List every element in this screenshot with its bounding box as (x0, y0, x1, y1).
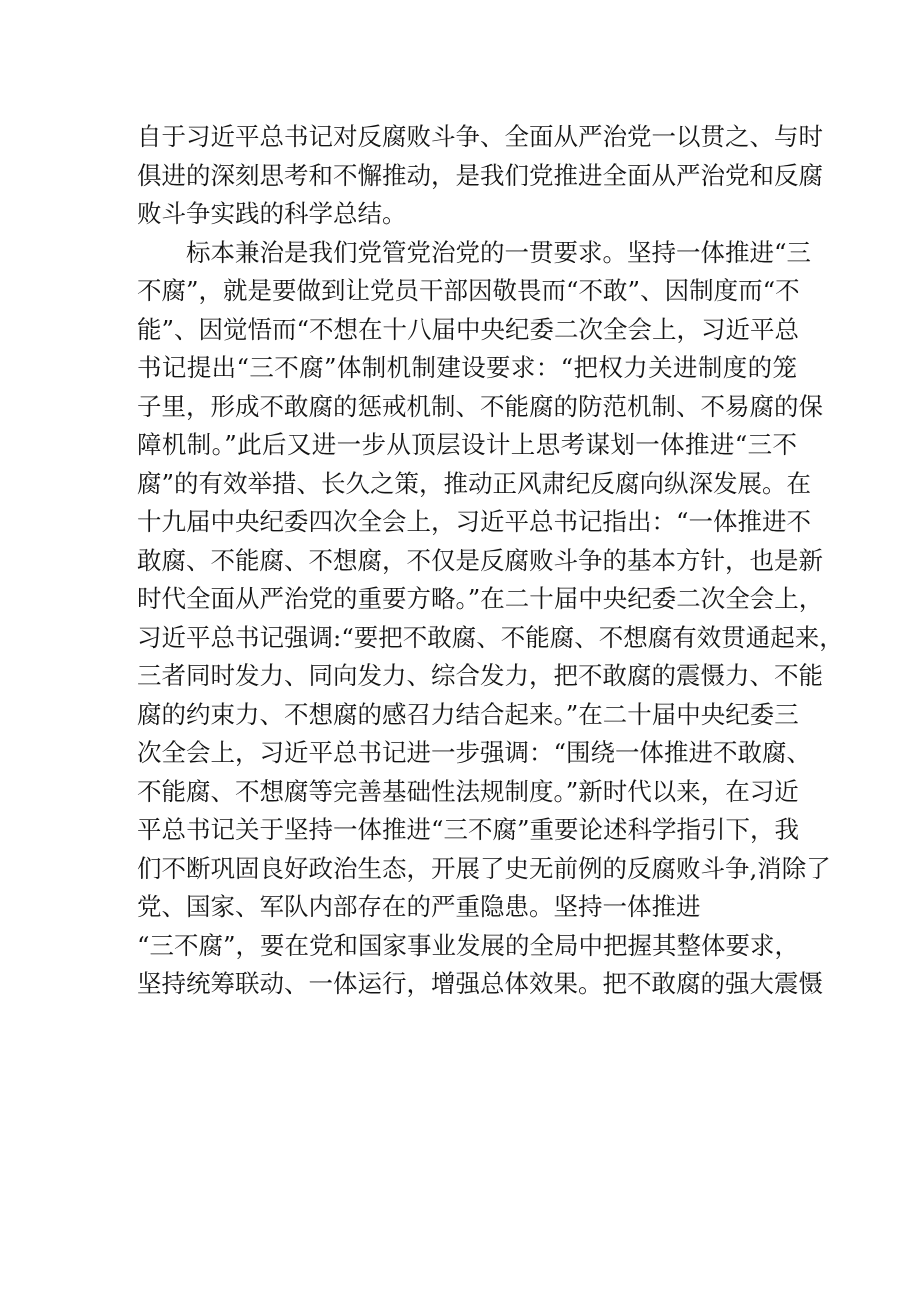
text-line: 腐”的有效举措、长久之策，推动正风肃纪反腐向纵深发展。在 (137, 468, 812, 498)
text-line: 们不断巩固良好政治生态，开展了史无前例的反腐败斗争,消除了 (137, 853, 831, 883)
text-line: 自于习近平总书记对反腐败斗争、全面从严治党一以贯之、与时 (137, 122, 823, 151)
text-line: 党、国家、军队内部存在的严重隐患。坚持一体推进 (137, 892, 701, 921)
text-line: 书记提出“三不腐”体制机制建设要求：“把权力关进制度的笼 (137, 353, 797, 382)
body-text (137, 118, 844, 1004)
text-line: 习近平总书记强调:“要把不敢腐、不能腐、不想腐有效贯通起来， (137, 622, 844, 652)
text-line: 坚持统筹联动、一体运行，增强总体效果。把不敢腐的强大震慑 (137, 969, 823, 998)
text-line: 障机制。”此后又进一步从顶层设计上思考谋划一体推进“三不 (137, 430, 797, 459)
text-line: 不腐”，就是要做到让党员干部因敬畏而“不敢”、因制度而“不 (137, 276, 800, 305)
text-line: “三不腐”，要在党和国家事业发展的全局中把握其整体要求， (137, 930, 800, 960)
text-line: 三者同时发力、同向发力、综合发力，把不敢腐的震慑力、不能 (137, 661, 823, 690)
text-line: 能”、因觉悟而“不想在十八届中央纪委二次全会上，习近平总 (137, 314, 800, 344)
text-line: 敢腐、不能腐、不想腐，不仅是反腐败斗争的基本方针，也是新 (137, 545, 823, 575)
paragraph-start-line: 标本兼治是我们党管党治党的一贯要求。坚持一体推进“三 (186, 237, 812, 267)
text-line: 腐的约束力、不想腐的感召力结合起来。”在二十届中央纪委三 (137, 699, 799, 729)
text-line: 败斗争实践的科学总结。 (137, 199, 407, 228)
text-line: 时代全面从严治党的重要方略。”在二十届中央纪委二次全会上， (137, 584, 824, 613)
text-line: 平总书记关于坚持一体推进“三不腐”重要论述科学指引下，我 (137, 815, 800, 844)
text-line: 子里，形成不敢腐的惩戒机制、不能腐的防范机制、不易腐的保 (137, 391, 823, 421)
text-line: 不能腐、不想腐等完善基础性法规制度。”新时代以来，在习近 (137, 776, 799, 806)
text-line: 次全会上，习近平总书记进一步强调：“围绕一体推进不敢腐、 (137, 738, 812, 767)
text-line: 俱进的深刻思考和不懈推动，是我们党推进全面从严治党和反腐 (137, 160, 823, 190)
text-line: 十九届中央纪委四次全会上，习近平总书记指出：“一体推进不 (137, 507, 812, 536)
